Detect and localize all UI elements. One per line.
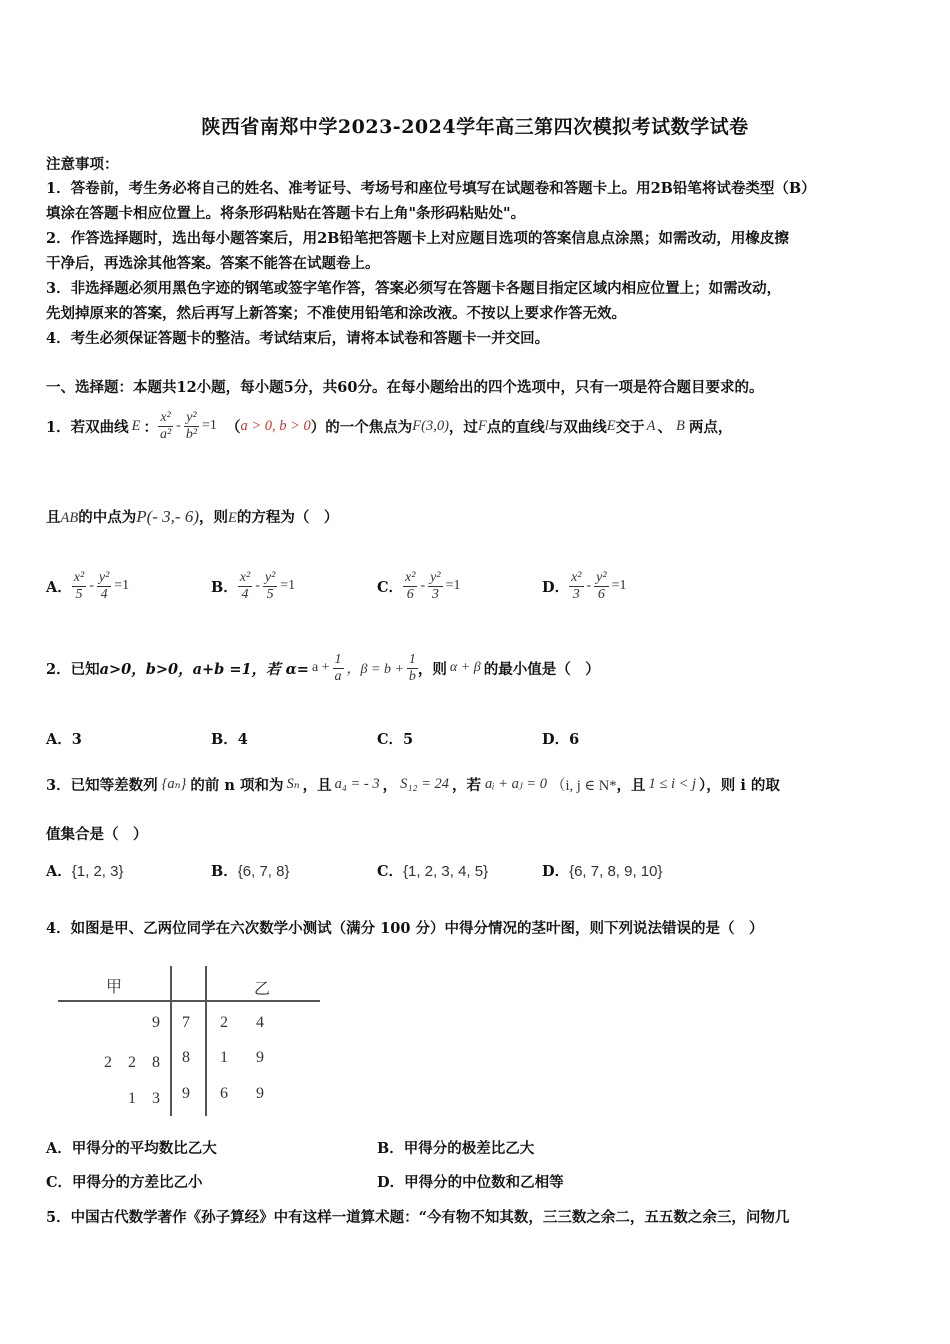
plot-right-rule [205,966,207,1116]
stem: 8 [182,1049,190,1066]
notice-line: 先划掉原来的答案，然后再写上新答案；不准使用铅笔和涂改液。不按以上要求作答无效。 [46,305,626,322]
q1-frac-y: $\frac{\text{y²}}{\text{b²}}$ [185,409,198,442]
leaf-left: 2 2 8 [103,1054,160,1071]
stem: 9 [182,1085,190,1102]
q1-math-E: E [131,417,141,434]
plot-left-rule [170,966,172,1116]
leaf-right: 9 [256,1085,264,1102]
q1-text: 的一个焦点为 [325,418,413,436]
q1-option-d[interactable]: D． $\frac{\text{x²}}{3}$ - $\frac{\text{y²}}{6}$ =1 [542,569,627,602]
plot-header-rule [58,1000,320,1002]
question-3-line-2: 值集合是（ ） [46,826,148,843]
question-1-line-1: 1．若双曲线 E ： $\frac{\text{x²}}{\text{a²}}$ - $\frac{\text{y²}}{\text{b²}}$ =1 （ a > 0, b > 0 ） 的一个焦点为 F(3,0) ，过 F 点的直线 l 与双曲线 E 交于 A 、 B 两点， [46,409,733,442]
q4-option-d[interactable]: D．甲得分的中位数和乙相等 [377,1174,564,1191]
q4-option-a[interactable]: A．甲得分的平均数比乙大 [46,1140,217,1157]
header-jia: 甲 [106,979,123,996]
notice-line: 2．作答选择题时，选出每小题答案后，用2B铅笔把答题卡上对应题目选项的答案信息点涂黑；如需改动，用橡皮擦 [46,230,789,247]
question-3-line-1: 3．已知等差数列 {aₙ} 的前 n 项和为 Sₙ ，且 a₄ = - 3 ， S₁₂ = 24 ，若 aᵢ + aⱼ = 0 （i, j ∈ N* ，且 1 ≤ i < j ），则 i 的取 [46,775,780,794]
question-4: 4．如图是甲、乙两位同学在六次数学小测试（满分 100 分）中得分情况的茎叶图，则下列说法错误的是（ ） [46,920,764,937]
notice-line: 填涂在答题卡相应位置上。将条形码粘贴在答题卡右上角"条形码粘贴处"。 [46,205,526,222]
q2-option-d[interactable]: D．6 [542,731,580,748]
leaf-right: 2 [220,1014,228,1031]
notice-line: 4．考生必须保证答题卡的整洁。考试结束后，请将本试卷和答题卡一并交回。 [46,330,550,347]
q1-text: 1．若双曲线 [46,418,129,436]
leaf-right: 4 [256,1014,264,1031]
stem: 7 [182,1014,190,1031]
q1-option-b[interactable]: B． $\frac{\text{x²}}{4}$ - $\frac{\text{y²}}{5}$ =1 [211,569,296,602]
leaf-left: 1 3 [127,1090,160,1107]
question-2: 2．已知 a>0，b>0，a+b =1，若 α= a + $\frac{1}{a}$ ，β = b + $\frac{1}{b}$ ，则 α + β 的最小值是（ ） [46,651,600,684]
page-title: 陕西省南郑中学2023-2024学年高三第四次模拟考试数学试卷 [201,116,749,138]
q1-colon: ： [143,418,158,436]
q1-option-c[interactable]: C． $\frac{\text{x²}}{6}$ - $\frac{\text{y²}}{3}$ =1 [377,569,461,602]
section-heading: 一、选择题：本题共12小题，每小题5分，共60分。在每小题给出的四个选项中，只有一项是符合题目要求的。 [46,379,764,396]
q2-option-a[interactable]: A．3 [46,731,82,748]
q1-math-F: F(3,0) [412,417,449,434]
question-5: 5．中国古代数学著作《孙子算经》中有这样一道算术题：“今有物不知其数，三三数之余二，五五数之余三，问物几 [46,1209,790,1226]
leaf-right: 6 [220,1085,228,1102]
notice-line: 3．非选择题必须用黑色字迹的钢笔或签字笔作答，答案必须写在答题卡各题目指定区域内相应位置上；如需改动， [46,280,782,297]
q2-option-b[interactable]: B．4 [211,731,248,748]
q4-option-c[interactable]: C．甲得分的方差比乙小 [46,1174,203,1191]
notice-line: 1．答卷前，考生务必将自己的姓名、准考证号、考场号和座位号填写在试题卷和答题卡上。用2B铅笔将试卷类型（B） [46,180,816,197]
notice-heading: 注意事项： [46,156,119,173]
leaf-right: 1 [220,1049,228,1066]
q3-option-a[interactable]: A．{1, 2, 3} [46,863,124,880]
leaf-left: 9 [152,1014,160,1031]
q1-frac-x: $\frac{\text{x²}}{\text{a²}}$ [159,409,172,442]
q3-option-c[interactable]: C．{1, 2, 3, 4, 5} [377,863,489,880]
q1-option-a[interactable]: A． $\frac{\text{x²}}{5}$ - $\frac{\text{y²}}{4}$ =1 [46,569,130,602]
q4-option-b[interactable]: B．甲得分的极差比乙大 [377,1140,535,1157]
question-1-line-2: 且AB的中点为P(- 3,- 6)，则E的方程为（ ） [46,507,339,526]
notice-line: 干净后，再选涂其他答案。答案不能答在试题卷上。 [46,255,380,272]
q3-option-d[interactable]: D．{6, 7, 8, 9, 10} [542,863,663,880]
header-yi: 乙 [254,981,271,998]
q2-option-c[interactable]: C．5 [377,731,414,748]
q1-condition: a > 0, b > 0 [240,417,311,434]
leaf-right: 9 [256,1049,264,1066]
q3-option-b[interactable]: B．{6, 7, 8} [211,863,290,880]
stem-leaf-plot [58,962,320,1117]
